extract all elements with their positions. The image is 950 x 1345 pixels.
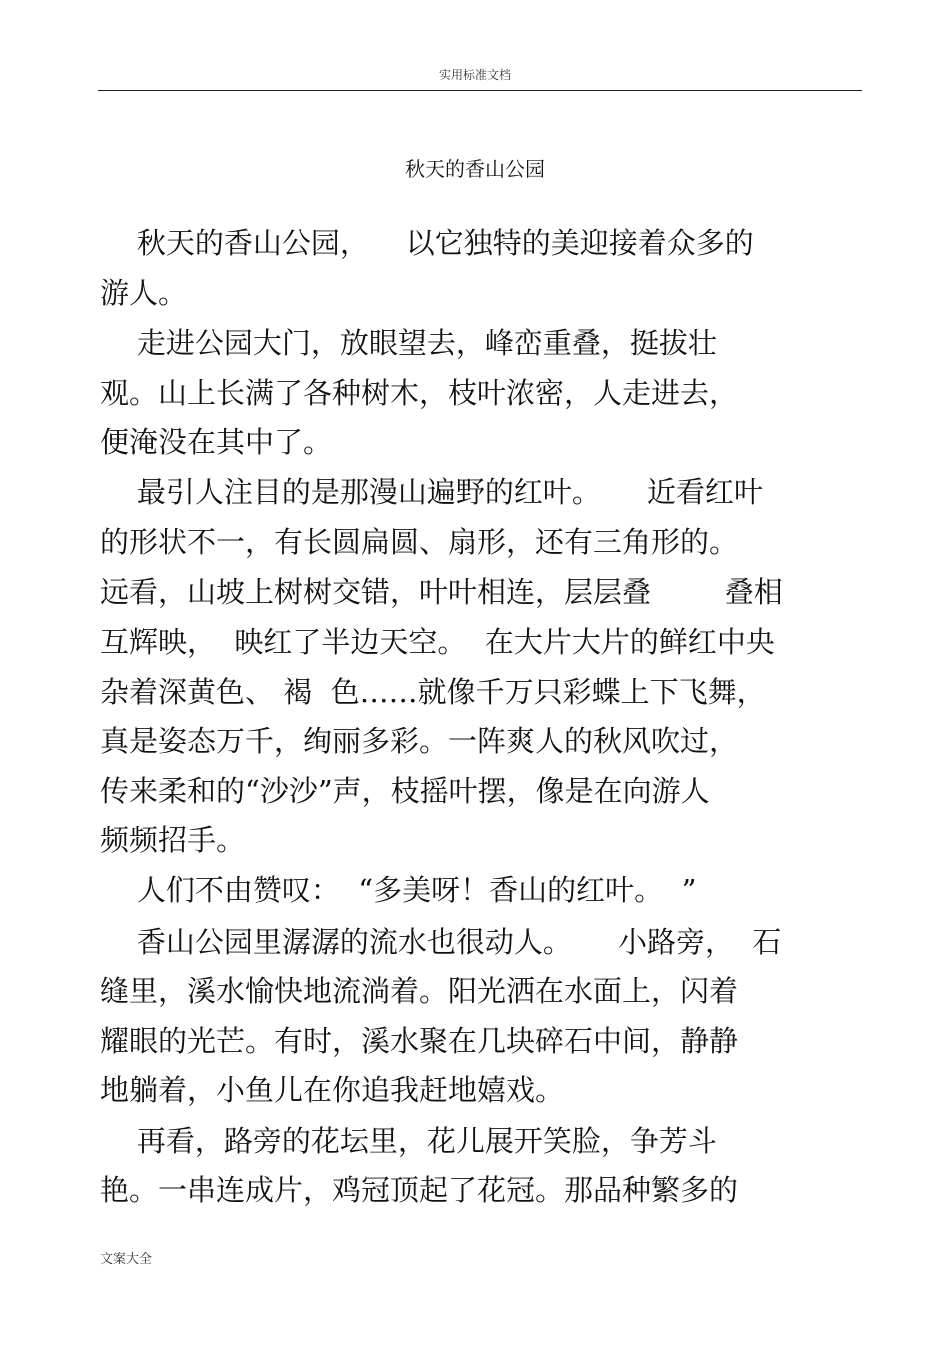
text-line: 频频招手。 — [100, 823, 246, 857]
page-header: 实用标准文档 — [438, 68, 511, 82]
text-line: 的形状不一，有长圆扁圆、扇形，还有三角形的。 — [100, 525, 739, 559]
text-line: 地躺着，小鱼儿在你追我赶地嬉戏。 — [100, 1073, 565, 1107]
text-line: 秋天的香山公园， 以它独特的美迎接着众多的 — [100, 226, 754, 260]
text-line: 便淹没在其中了。 — [100, 425, 333, 459]
text-line: 人们不由赞叹： “多美呀！香山的红叶。 ” — [100, 873, 697, 907]
document-title: 秋天的香山公园 — [405, 157, 545, 181]
text-line: 远看，山坡上树树交错，叶叶相连，层层叠 叠相 — [100, 575, 783, 609]
text-line: 互辉映， 映红了半边天空。 在大片大片的鲜红中央 — [100, 625, 775, 659]
text-line: 香山公园里潺潺的流水也很动人。 小路旁， 石 — [100, 925, 782, 959]
text-line: 真是姿态万千，绚丽多彩。一阵爽人的秋风吹过， — [100, 724, 739, 758]
text-line: 艳。一串连成片，鸡冠顶起了花冠。那品种繁多的 — [100, 1173, 739, 1207]
page-footer: 文案大全 — [100, 1252, 153, 1267]
header-divider — [98, 90, 862, 91]
text-line: 杂着深黄色、 褐 色……就像千万只彩蝶上下飞舞， — [100, 675, 766, 709]
text-line: 走进公园大门，放眼望去，峰峦重叠，挺拔壮 — [100, 326, 717, 360]
text-line: 再看，路旁的花坛里，花儿展开笑脸，争芳斗 — [100, 1124, 717, 1158]
text-line: 耀眼的光芒。有时，溪水聚在几块碎石中间，静静 — [100, 1024, 739, 1058]
text-line: 游人。 — [100, 276, 188, 310]
text-line: 缝里，溪水愉快地流淌着。阳光洒在水面上，闪着 — [100, 974, 739, 1008]
text-line: 传来柔和的“沙沙”声，枝摇叶摆，像是在向游人 — [100, 774, 710, 808]
text-line: 最引人注目的是那漫山遍野的红叶。 近看红叶 — [100, 475, 763, 509]
text-line: 观。山上长满了各种树木，枝叶浓密，人走进去， — [100, 376, 739, 410]
